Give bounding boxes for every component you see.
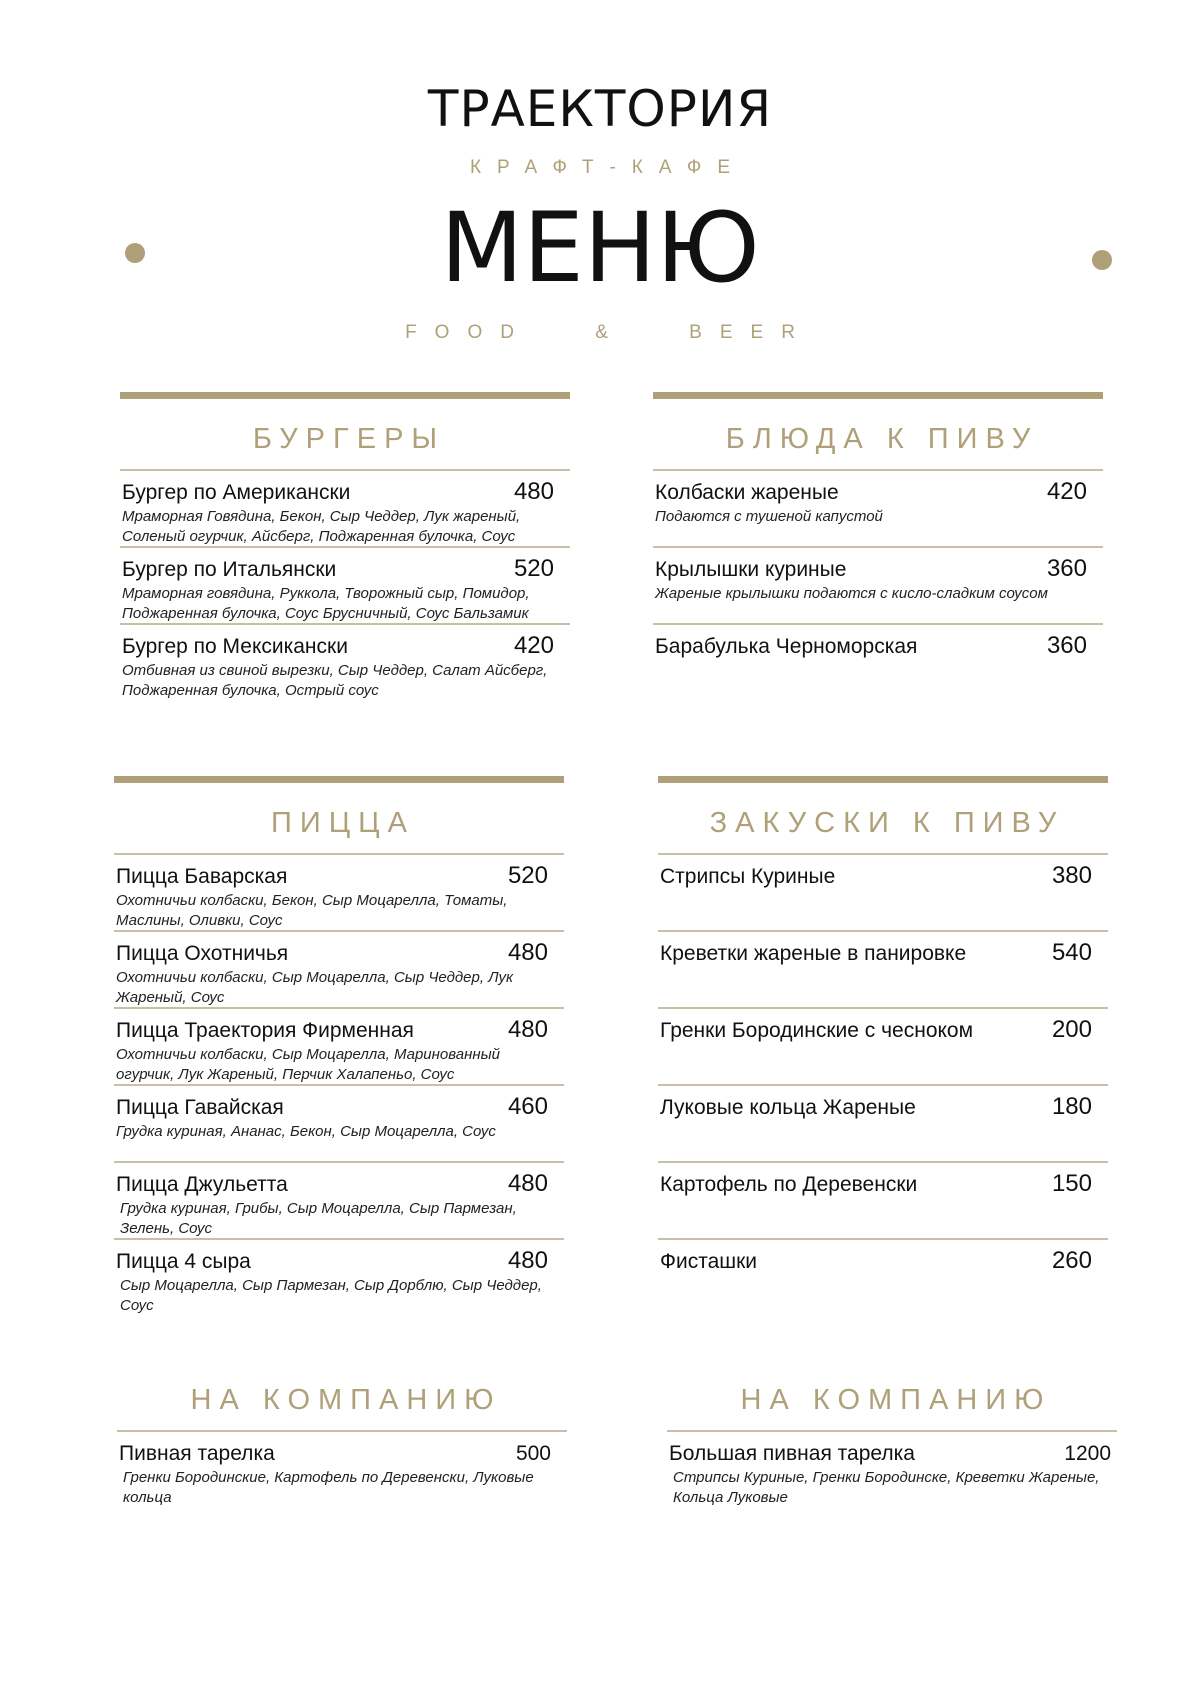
item-price: 360 [1046,632,1087,659]
section-bar [653,392,1103,399]
item-price: 1200 [1064,1442,1111,1465]
section-company-left [117,1370,567,1509]
brand-subtitle: КРАФТ-КАФЕ [469,157,747,178]
item-name: Картофель по Деревенски [660,1173,918,1196]
item-price: 480 [507,1247,548,1274]
menu-item [114,855,564,932]
item-price: 520 [507,862,548,889]
item-description: Охотничьи колбаски, Бекон, Сыр Моцарелла, Томаты, Маслины, Оливки, Соус [116,892,508,929]
item-description: Грудка куриная, Грибы, Сыр Моцарелла, Сыр Пармезан, Зелень, Соус [120,1200,517,1237]
menu-list [117,1432,567,1509]
item-name: Бургер по Итальянски [122,558,337,581]
item-name: Пивная тарелка [119,1442,275,1465]
brand-name: ТРАЕКТОРИЯ [427,80,773,138]
item-description: Жареные крылышки подаются с кисло-сладким соусом [655,585,1048,602]
item-description: Мраморная Говядина, Бекон, Сыр Чеддер, Лук жареный, Соленый огурчик, Айсберг, Поджаренная булочка, Соус [122,508,521,545]
menu-list [667,1432,1117,1509]
item-description: Охотничьи колбаски, Сыр Моцарелла, Сыр Чеддер, Лук Жареный, Соус [116,969,514,1006]
section-title: ПИЦЦА [271,807,415,839]
item-description: Мраморная говядина, Руккола, Творожный сыр, Помидор, Поджаренная булочка, Соус Брусничный, Соус Бальзамик [122,585,530,622]
item-name: Бургер по Американски [122,481,351,504]
section-pizza [114,776,564,1317]
item-name: Стрипсы Куриные [660,865,836,888]
item-price: 180 [1051,1093,1092,1120]
item-name: Крылышки куриные [655,558,847,581]
menu-item [658,1009,1108,1086]
item-name: Колбаски жареные [655,481,839,504]
section-bar [120,392,570,399]
menu-item [117,1432,567,1509]
section-bar [114,776,564,783]
item-price: 150 [1051,1170,1092,1197]
item-name: Пицца Траектория Фирменная [116,1019,414,1042]
menu-item [667,1432,1117,1509]
item-name: Пицца Джульетта [116,1173,288,1196]
item-price: 420 [513,632,554,659]
item-name: Пицца Гавайская [116,1096,284,1119]
menu-list [120,471,570,702]
item-name: Фисташки [660,1250,758,1273]
menu-item [114,1086,564,1163]
tagline: FOOD & BEER [405,322,813,343]
menu-item [658,855,1108,932]
section-company-right [667,1370,1117,1509]
item-description: Стрипсы Куриные, Гренки Бородинске, Креветки Жареные, Кольца Луковые [673,1469,1100,1506]
item-description: Подаются с тушеной капустой [655,508,883,525]
section-beer-snacks [658,776,1108,1317]
section-beer-dishes [653,392,1103,702]
item-price: 420 [1046,478,1087,505]
section-title: БУРГЕРЫ [252,423,446,455]
menu-item [658,1086,1108,1163]
menu-item [120,471,570,548]
menu-item [653,471,1103,548]
item-name: Пицца 4 сыра [116,1250,251,1273]
item-name: Пицца Баварская [116,865,288,888]
item-price: 520 [513,555,554,582]
menu-item [653,625,1103,702]
menu-list [653,471,1103,702]
section-title: НА КОМПАНИЮ [190,1384,502,1416]
menu-item [658,1240,1108,1317]
item-name: Бургер по Мексикански [122,635,348,658]
item-name: Креветки жареные в панировке [660,942,967,965]
item-name: Барабулька Черноморская [655,635,918,658]
item-price: 480 [507,1170,548,1197]
item-name: Луковые кольца Жареные [660,1096,916,1119]
item-price: 480 [507,939,548,966]
item-price: 480 [507,1016,548,1043]
item-description: Грудка куриная, Ананас, Бекон, Сыр Моцарелла, Соус [116,1123,496,1140]
item-price: 460 [507,1093,548,1120]
menu-item [120,625,570,702]
item-price: 380 [1051,862,1092,889]
menu-list [658,855,1108,1317]
item-description: Охотничьи колбаски, Сыр Моцарелла, Маринованный огурчик, Лук Жареный, Перчик Халапеньо, Соус [116,1046,500,1083]
section-burgers [120,392,570,702]
section-title: НА КОМПАНИЮ [740,1384,1052,1416]
item-description: Отбивная из свиной вырезки, Сыр Чеддер, Салат Айсберг, Поджаренная булочка, Острый соус [122,662,548,699]
menu-item [114,1240,564,1317]
menu-item [658,932,1108,1009]
item-name: Большая пивная тарелка [669,1442,915,1465]
decor-dot-right [1092,250,1112,270]
item-description: Гренки Бородинские, Картофель по Деревенски, Луковые кольца [123,1469,534,1506]
menu-list [114,855,564,1317]
item-price: 260 [1051,1247,1092,1274]
item-price: 480 [513,478,554,505]
menu-item [658,1163,1108,1240]
item-price: 360 [1046,555,1087,582]
item-name: Пицца Охотничья [116,942,289,965]
page-title: МЕНЮ [440,192,760,304]
item-price: 200 [1051,1016,1092,1043]
section-title: БЛЮДА К ПИВУ [725,423,1039,455]
menu-item [114,932,564,1009]
item-price: 500 [515,1442,551,1465]
menu-item [114,1009,564,1086]
section-bar [658,776,1108,783]
menu-item [114,1163,564,1240]
menu-item [120,548,570,625]
menu-item [653,548,1103,625]
section-title: ЗАКУСКИ К ПИВУ [709,807,1065,839]
item-description: Сыр Моцарелла, Сыр Пармезан, Сыр Дорблю, Сыр Чеддер, Соус [120,1277,542,1314]
item-name: Гренки Бородинские с чесноком [660,1019,974,1042]
item-price: 540 [1051,939,1092,966]
